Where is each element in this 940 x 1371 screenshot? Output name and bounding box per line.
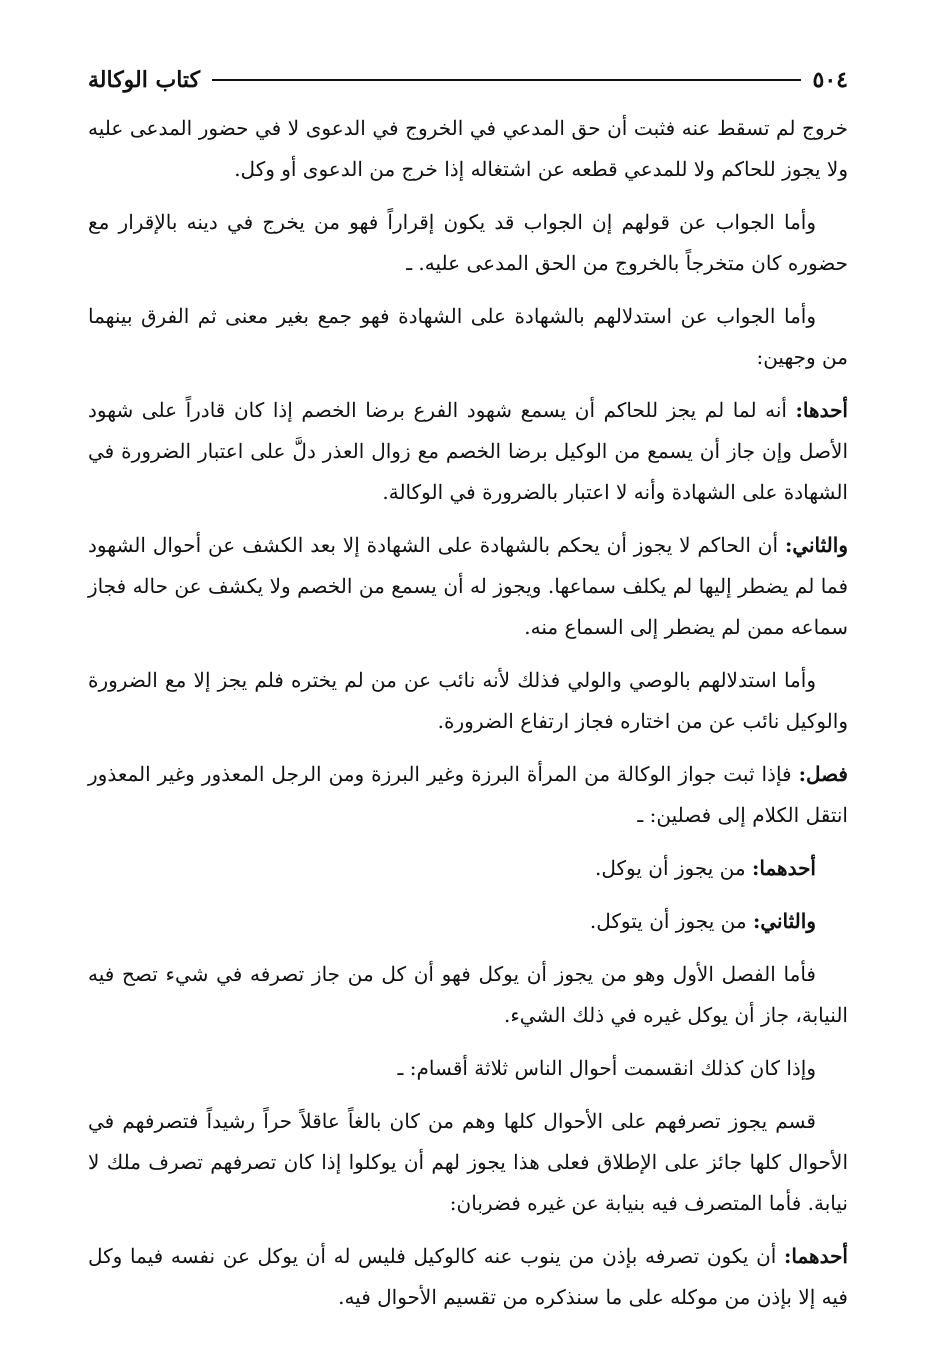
paragraph-lead: أحدها: — [795, 398, 848, 422]
short-line-2: والثاني: من يجوز أن يتوكل. — [589, 909, 816, 933]
paragraph-7: فصل: فإذا ثبت جواز الوكالة من المرأة البرزة وغير البرزة ومن الرجل المعذور وغير المعذور انتقل الكلام إلى فصلين: ـ — [88, 762, 848, 827]
page-number: ٥٠٤ — [812, 67, 848, 93]
paragraph-9: وإذا كان كذلك انقسمت أحوال الناس ثلاثة أقسام: ـ — [397, 1056, 816, 1080]
page-header — [88, 62, 848, 98]
document-page — [88, 62, 848, 1330]
paragraph-11: أحدهما: أن يكون تصرفه بإذن من ينوب عنه كالوكيل فليس له أن يوكل عن نفسه فيما وكل فيه إلا بإذن من موكله على ما سنذكره من تقسيم الأحوال فيه. — [88, 1244, 848, 1309]
paragraph-lead: أحدهما: — [751, 856, 816, 880]
paragraph-lead: فصل: — [798, 762, 848, 786]
paragraph-3: وأما الجواب عن استدلالهم بالشهادة على الشهادة فهو جمع بغير معنى ثم الفرق بينهما من وجهين: — [88, 304, 848, 369]
paragraph-8: فأما الفصل الأول وهو من يجوز أن يوكل فهو أن كل من جاز تصرفه في شيء تصح فيه النيابة، جاز أن يوكل غيره في ذلك الشيء. — [88, 962, 848, 1027]
paragraph-5: والثاني: أن الحاكم لا يجوز أن يحكم بالشهادة على الشهادة إلا بعد الكشف عن أحوال الشهود فما لم يضطر إليها لم يكلف سماعها. ويجوز له أن يسمع من الخصم ولا يكشف عن حاله فجاز سماعه ممن لم يضطر إلى السماع منه. — [88, 533, 848, 639]
book-title: كتاب الوكالة — [88, 67, 201, 93]
header-rule — [212, 79, 801, 81]
paragraph-4: أحدها: أنه لما لم يجز للحاكم أن يسمع شهود الفرع برضا الخصم إذا كان قادراً على شهود الأصل وإن جاز أن يسمع من الوكيل برضا الخصم مع زوال العذر دلَّ على اعتبار الضرورة في الشهادة على الشهادة وأنه لا اعتبار بالضرورة في الوكالة. — [88, 398, 848, 504]
paragraph-lead: والثاني: — [752, 909, 816, 933]
paragraph-10: قسم يجوز تصرفهم على الأحوال كلها وهم من كان بالغاً عاقلاً حراً رشيداً فتصرفهم في الأحوال كلها جائز على الإطلاق فعلى هذا يجوز لهم أن يوكلوا إذا كان تصرفهم تصرف ملك لا نيابة. فأما المتصرف فيه بنيابة عن غيره فضربان: — [88, 1109, 848, 1215]
paragraph-lead: والثاني: — [784, 533, 848, 557]
paragraph-1: خروج لم تسقط عنه فثبت أن حق المدعي في الخروج في الدعوى لا في حضور المدعى عليه ولا يجوز للحاكم ولا للمدعي قطعه عن اشتغاله إذا خرج من الدعوى أو وكل. — [88, 116, 848, 181]
paragraph-6: وأما استدلالهم بالوصي والولي فذلك لأنه نائب عن من لم يختره فلم يجز إلا مع الضرورة والوكيل نائب عن من اختاره فجاز ارتفاع الضرورة. — [88, 668, 848, 733]
paragraph-2: وأما الجواب عن قولهم إن الجواب قد يكون إقراراً فهو من يخرج في دينه بالإقرار مع حضوره كان متخرجاً بالخروج من الحق المدعى عليه. ـ — [88, 210, 848, 275]
paragraph-lead: أحدهما: — [783, 1244, 848, 1268]
short-line-1: أحدهما: من يجوز أن يوكل. — [594, 856, 816, 880]
